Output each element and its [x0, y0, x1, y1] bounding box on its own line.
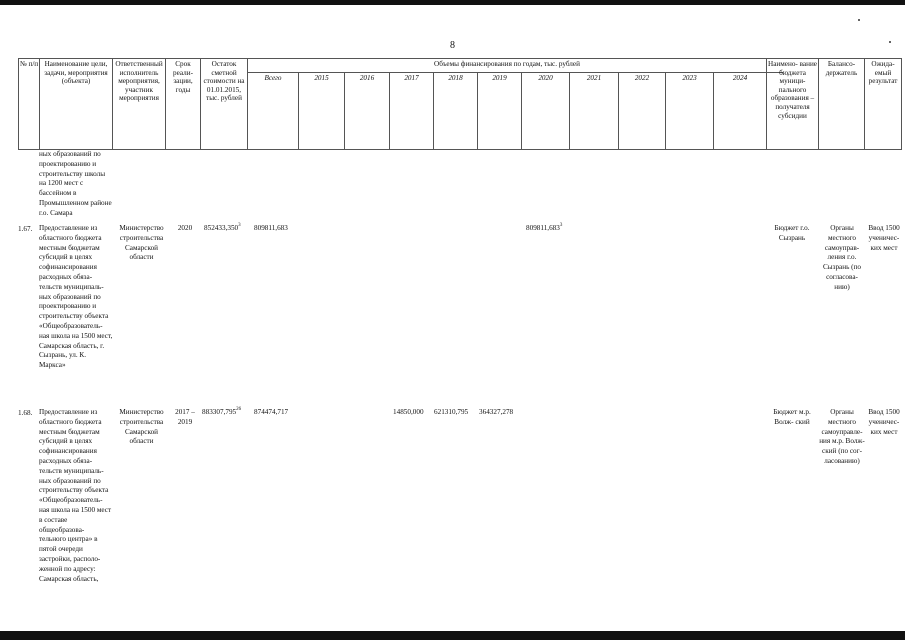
row-remainder — [202, 408, 241, 416]
row-name: Предоставление из областного бюджета местным бюджетам субсидий в целях софинансирования расходных обяза- тельств муниципаль- ных образований по проектированию и строительству объекта «Общеобразователь- ная школа на 1500 мест, Самарская область, г. Сызрань, ул. К. Маркса» — [39, 224, 113, 370]
row-term: 2017 – 2019 — [175, 408, 195, 426]
header-year: 2021 — [586, 74, 602, 82]
row-responsible: Министерство строительства Самарской области — [119, 408, 164, 446]
row-result: Ввод 1500 ученичес- ких мест — [868, 408, 900, 436]
row-term: 2020 — [177, 224, 193, 232]
header-result: Ожида- емый результат — [868, 60, 898, 86]
row-name: Предоставление из областного бюджета местным бюджетам субсидий в целях софинансирования расходных обяза- тельств муниципаль- ных образований по строительству объекта «Общеобразователь- ная школа на 1500 мест в составе общеобразова- тельного центра» в пятой очереди застройки, располо- женной по адресу: Самарская область, — [39, 408, 112, 583]
col-rule — [521, 72, 522, 150]
header-num: № п/п — [19, 60, 39, 68]
top-border — [0, 0, 905, 5]
header-year: 2022 — [634, 74, 650, 82]
col-rule — [713, 72, 714, 150]
row-holder: Органы местного самоуправле- ния м.р. Волж- ский (по сог- ласованию) — [819, 408, 865, 465]
header-responsible: Ответственный исполнитель мероприятия, участник мероприятия — [115, 60, 163, 103]
header-remainder: Остаток сметной стоимости на 01.01.2015, тыс. рублей — [203, 60, 245, 103]
col-rule — [344, 72, 345, 150]
col-rule — [901, 58, 902, 150]
row-result: Ввод 1500 ученичес- ких мест — [868, 224, 900, 252]
header-total: Всего — [264, 74, 282, 82]
row-total: 874474,717 — [254, 408, 289, 416]
header-year: 2023 — [682, 74, 697, 82]
row-holder: Органы местного самоуправ- ления г.о. Сызрань (по согласова- нию) — [822, 224, 861, 291]
col-rule — [247, 58, 248, 150]
row-budget: Бюджет г.о. Сызрань — [774, 224, 810, 242]
row-value-2020 — [526, 224, 562, 232]
header-holder: Балансо- держатель — [825, 60, 858, 77]
header-year: 2015 — [314, 74, 329, 82]
page-number: 8 — [450, 40, 455, 51]
header-year: 2019 — [492, 74, 507, 82]
header-year: 2020 — [538, 74, 553, 82]
bottom-border — [0, 631, 905, 640]
row-number: 1.67. — [18, 225, 33, 233]
header-year: 2024 — [732, 74, 748, 82]
scan-speck — [858, 19, 860, 21]
footnote-mark: 3 — [238, 223, 241, 228]
row-responsible: Министерство строительства Самарской области — [119, 224, 164, 262]
remainder-value: 883307,795 — [202, 408, 237, 416]
header-term: Срок реали- зации, годы — [173, 60, 193, 94]
row-total: 809811,683 — [254, 224, 288, 232]
footnote-mark: 26 — [236, 407, 242, 412]
row-budget: Бюджет м.р. Волж- ский — [773, 408, 811, 426]
col-rule — [618, 72, 619, 150]
remainder-value: 852433,350 — [204, 224, 239, 232]
header-year: 2017 — [404, 74, 419, 82]
volumes-rule — [247, 72, 783, 73]
header-budget: Наимено- вание бюджета муници- пального образования – получателя субсидии — [768, 60, 817, 120]
row-value-2018: 621310,795 — [434, 408, 469, 416]
footnote-mark: 3 — [559, 223, 563, 228]
header-volumes: Объемы финансирования по годам, тыс. рублей — [434, 60, 580, 68]
row-remainder — [204, 224, 241, 232]
row-number: 1.68. — [18, 409, 33, 417]
header-bottom-rule — [18, 149, 902, 150]
table-header-frame — [18, 58, 902, 150]
col-rule — [433, 72, 434, 150]
header-name: Наименование цели, задачи, мероприятия (объекта) — [44, 60, 108, 86]
header-top-rule — [18, 58, 902, 59]
value-2020: 809811,683 — [526, 224, 560, 232]
col-rule — [298, 72, 299, 150]
header-year: 2018 — [448, 74, 463, 82]
col-rule — [665, 72, 666, 150]
col-rule — [389, 72, 390, 150]
col-rule — [477, 72, 478, 150]
row-value-2019: 364327,278 — [479, 408, 514, 416]
col-rule — [569, 72, 570, 150]
header-year: 2016 — [359, 74, 375, 82]
col-rule — [18, 58, 19, 150]
row-value-2017: 14850,000 — [393, 408, 424, 416]
scan-speck — [889, 41, 891, 43]
continuation-text: ных образований по проектированию и строительству школы на 1200 мест с бассейном в Промышленном районе г.о. Самара — [39, 150, 112, 217]
